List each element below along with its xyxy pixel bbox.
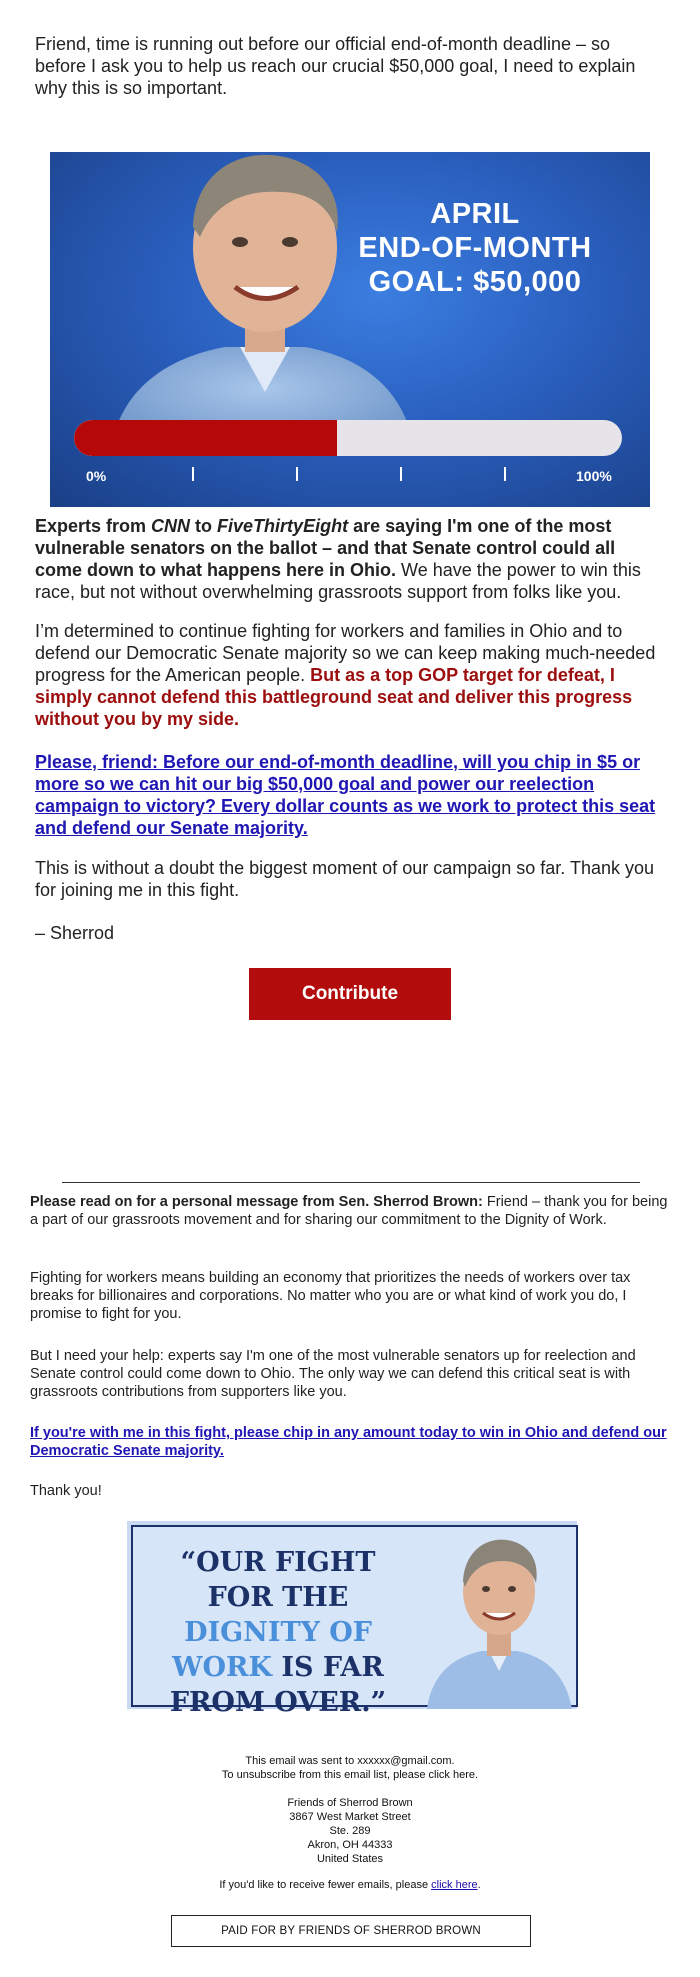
intro-paragraph: Friend, time is running out before our official end-of-month deadline – so before I ask you to help us reach our crucial $50,000 goal, I need to explain why this is so important. <box>35 34 636 98</box>
signature: – Sherrod <box>35 923 115 943</box>
determined-red-text: But as a top GOP target for defeat, I simply cannot defend this battleground seat and deliver this progress without you by my side. <box>35 665 633 729</box>
fewer-emails-text <box>0 1878 700 1892</box>
personal-message-paragraph <box>30 1193 670 1229</box>
progress-bar <box>74 420 622 456</box>
divider <box>62 1182 640 1183</box>
goal-heading-line2: END-OF-MONTH <box>358 232 592 264</box>
quote-highlight: DIGNITY OF WORK <box>172 1617 372 1683</box>
quote-text <box>153 1545 403 1720</box>
footer-notice <box>0 1754 700 1782</box>
experts-bold-1: Experts from <box>35 516 152 536</box>
personal-message-lead: Please read on for a personal message from Sen. Sherrod Brown: <box>30 1194 483 1210</box>
determined-paragraph <box>35 620 665 730</box>
unsubscribe-text[interactable]: To unsubscribe from this email list, please click here. <box>221 1769 479 1781</box>
country: United States <box>316 1853 384 1865</box>
goal-heading-line3: GOAL: $50,000 <box>368 266 582 298</box>
org-name: Friends of Sherrod Brown <box>287 1797 413 1809</box>
quote-part2: IS FAR FROM OVER.” <box>169 1652 387 1718</box>
footer-address <box>0 1796 700 1866</box>
candidate-portrait <box>417 1521 577 1709</box>
determined-text: I’m determined to continue fighting for workers and families in Ohio and to defend our Democratic Senate majority so we can keep making much-needed progress for the American people. <box>35 621 656 685</box>
quote-part1: “OUR FIGHT FOR THE <box>180 1547 376 1613</box>
experts-rest: We have the power to win this race, but not without overwhelming grassroots support from folks like you. <box>35 560 641 602</box>
chip-in-paragraph <box>30 1424 670 1460</box>
street-address: 3867 West Market Street <box>289 1811 411 1823</box>
quote-graphic[interactable] <box>127 1521 577 1718</box>
fewer-emails-label: If you'd like to receive fewer emails, please <box>219 1879 432 1891</box>
progress-fill <box>74 420 337 456</box>
experts-paragraph <box>35 515 665 603</box>
help-paragraph: But I need your help: experts say I'm one of the most vulnerable senators up for reelection and Senate control could come down to Ohio. The only way we can defend this critical seat is with grassroots contributions from supporters like you. <box>30 1348 636 1400</box>
fewer-emails-link[interactable]: click here <box>431 1879 478 1891</box>
paid-for-disclaimer: PAID FOR BY FRIENDS OF SHERROD BROWN <box>171 1915 531 1947</box>
donate-ask-paragraph <box>35 751 665 839</box>
experts-bold-3: are saying I'm one of the most vulnerable senators on the ballot – and that Senate control could all come down to what happens here in Ohio. <box>35 516 616 580</box>
goal-heading <box>335 197 615 299</box>
sent-to-text: This email was sent to xxxxxx@gmail.com. <box>245 1755 455 1767</box>
scale-tick <box>296 467 298 481</box>
closing-paragraph: This is without a doubt the biggest moment of our campaign so far. Thank you for joining me in this fight. <box>35 858 655 900</box>
cnn-text: CNN <box>151 516 191 536</box>
thank-you-text: Thank you! <box>30 1483 102 1499</box>
progress-scale <box>74 463 622 489</box>
scale-start-label: 0% <box>86 468 107 484</box>
scale-end-label: 100% <box>576 468 612 484</box>
chip-in-link[interactable]: If you're with me in this fight, please chip in any amount today to win in Ohio and defend our Democratic Senate majority. <box>30 1425 667 1459</box>
scale-tick <box>400 467 402 481</box>
fewer-emails-end: . <box>477 1879 481 1891</box>
donate-ask-link[interactable]: Please, friend: Before our end-of-month deadline, will you chip in $5 or more so we can hit our big $50,000 goal and power our reelection campaign to victory? Every dollar counts as we work to protect this seat and defend our Senate majority. <box>35 752 656 838</box>
suite: Ste. 289 <box>329 1825 371 1837</box>
fighting-paragraph: Fighting for workers means building an economy that prioritizes the needs of workers over tax breaks for billionaires and corporations. No matter who you are or what kind of work you do, I promise to fight for you. <box>30 1270 631 1322</box>
city-state-zip: Akron, OH 44333 <box>307 1839 393 1851</box>
contribute-button[interactable]: Contribute <box>249 968 451 1020</box>
goal-banner[interactable] <box>50 152 650 507</box>
experts-bold-2: to <box>190 516 218 536</box>
scale-tick <box>504 467 506 481</box>
personal-message-rest: Friend – thank you for being a part of our grassroots movement and for sharing our commitment to the Dignity of Work. <box>30 1194 668 1228</box>
fivethirtyeight-text: FiveThirtyEight <box>217 516 349 536</box>
goal-heading-line1: APRIL <box>430 198 520 230</box>
scale-tick <box>192 467 194 481</box>
